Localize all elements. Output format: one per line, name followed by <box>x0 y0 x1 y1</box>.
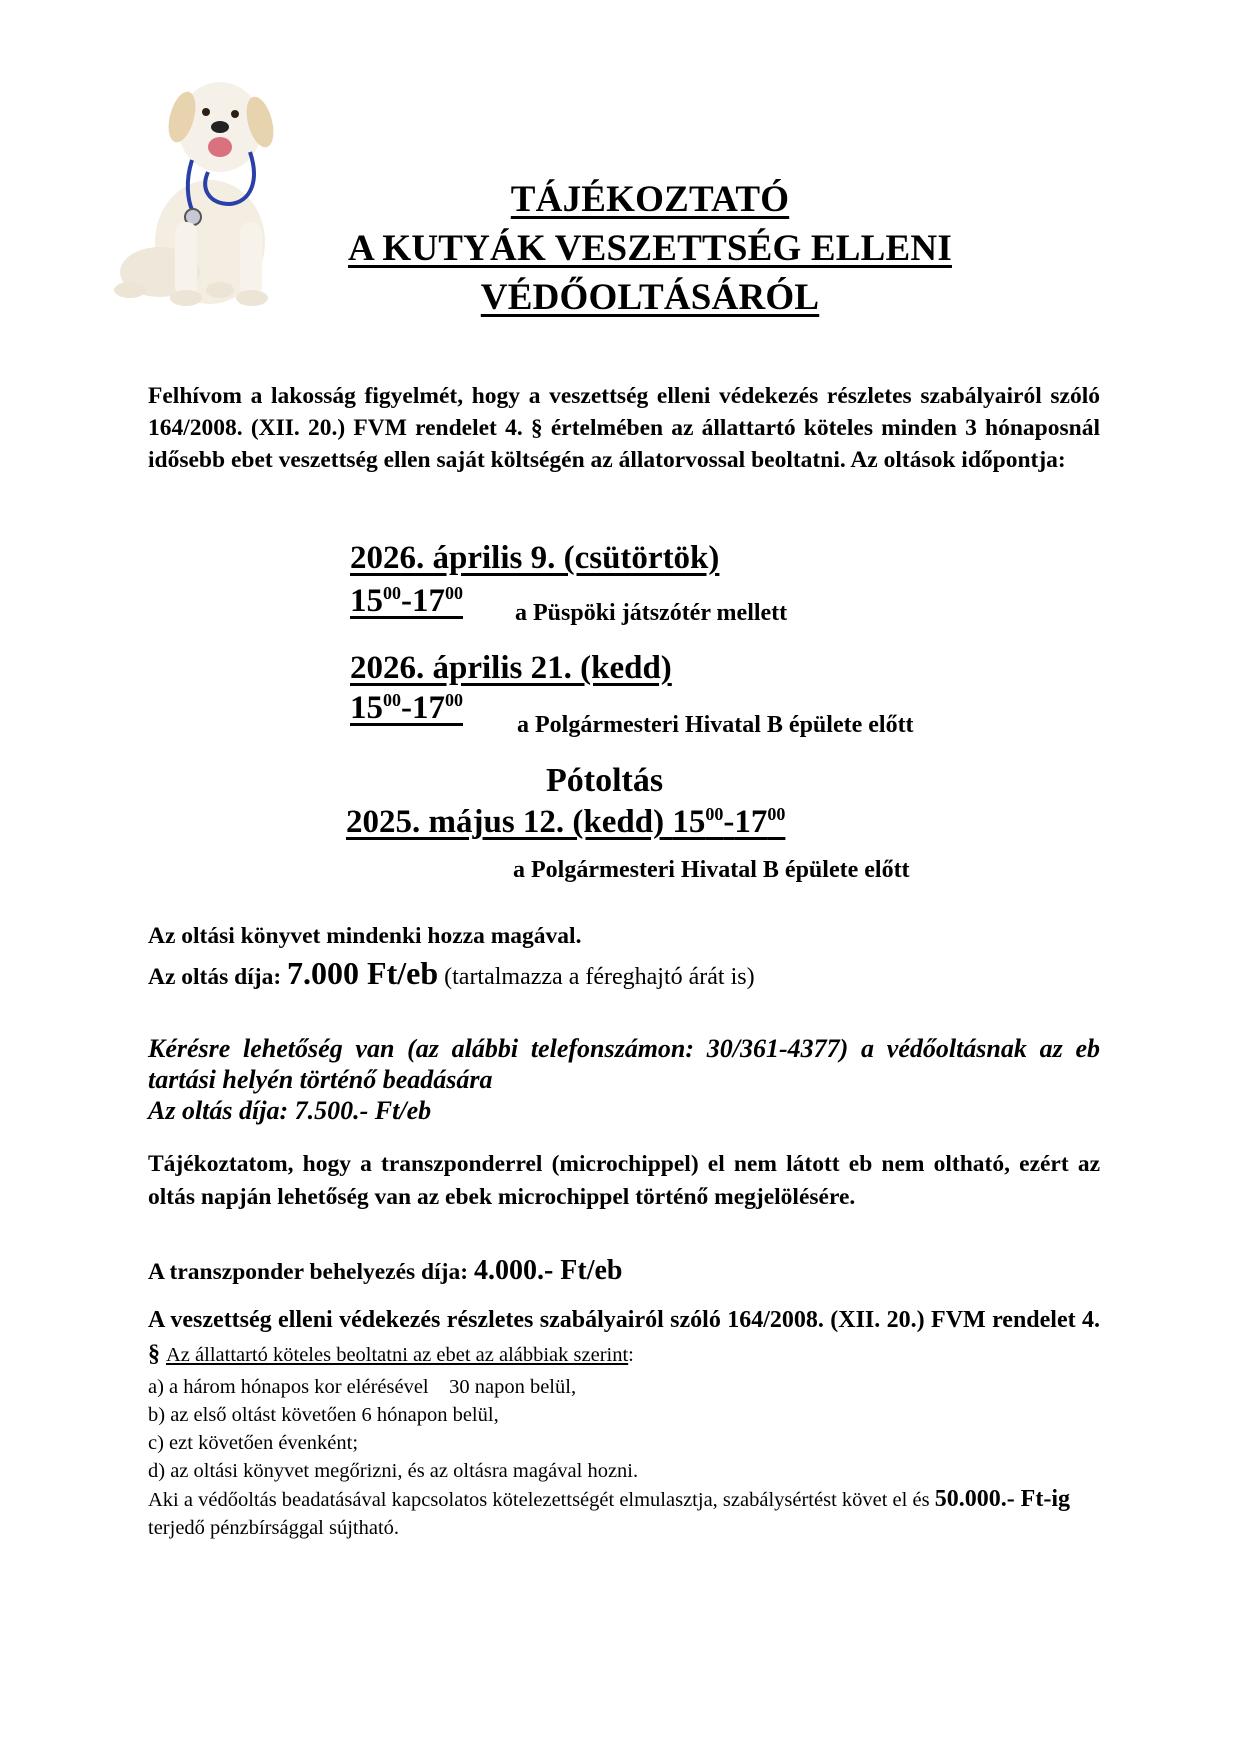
microchip-fee-label: A transzponder behelyezés díja: <box>148 1259 474 1285</box>
law-item: c) ezt követően évenként; <box>148 1432 359 1454</box>
time-separator: - <box>401 583 412 619</box>
dog-with-stethoscope-image <box>100 72 290 312</box>
microchip-fee-row <box>148 1255 622 1287</box>
schedule-location: a Püspöki játszótér mellett <box>515 600 788 626</box>
schedule-time-row-1 <box>350 583 463 620</box>
title-line-1: TÁJÉKOZTATÓ <box>510 179 790 220</box>
microchip-fee-value: 4.000.- Ft/eb <box>473 1255 623 1286</box>
schedule-time <box>350 583 463 619</box>
law-item: b) az első oltást követően 6 hónapon belül, <box>148 1404 499 1426</box>
makeup-location: a Polgármesteri Hivatal B épülete előtt <box>513 857 910 883</box>
vaccination-fee-row <box>148 955 755 992</box>
schedule-time-row-2 <box>350 690 463 727</box>
penalty-text <box>148 1485 1078 1542</box>
time-start: 15 <box>350 690 383 726</box>
title-line-2: A KUTYÁK VESZETTSÉG ELLENI <box>348 228 952 269</box>
vaccination-book-note: Az oltási könyvet mindenki hozza magával. <box>148 923 582 949</box>
time-end-minutes: 00 <box>445 583 463 603</box>
time-end: 17 <box>412 690 445 726</box>
penalty-amount: 50.000.- Ft-ig <box>934 1486 1070 1512</box>
makeup-date-row <box>346 804 785 841</box>
document-title <box>300 175 1000 322</box>
law-heading: A veszettség elleni védekezés részletes szabályairól szóló 164/2008. (XII. 20.) FVM rendelet 4. § <box>148 1307 1100 1367</box>
time-start: 15 <box>672 804 706 840</box>
time-separator: - <box>723 804 735 840</box>
time-end: 17 <box>734 804 768 840</box>
time-start-minutes: 00 <box>383 583 401 603</box>
law-colon: : <box>628 1344 634 1366</box>
intro-paragraph: Felhívom a lakosság figyelmét, hogy a veszettség elleni védekezés részletes szabályairól szóló 164/2008. (XII. 20.) FVM rendelet 4. § értelmében az állattartó köteles minden 3 hónaposnál idősebb ebet veszettség ellen saját költségén az állatorvossal beoltatni. Az oltások időpontja: <box>148 383 1100 473</box>
time-separator: - <box>401 690 412 726</box>
microchip-paragraph: Tájékoztatom, hogy a transzponderrel (microchippel) el nem látott eb nem oltható, ezért az oltás napján lehetőség van az ebek microchippel történő megjelölésére. <box>148 1151 1100 1210</box>
schedule-time <box>350 690 463 726</box>
penalty-pre: Aki a védőoltás beadatásával kapcsolatos kötelezettségét elmulasztja, szabálysértést követ el és <box>148 1489 935 1511</box>
law-obligation-intro: Az állattartó köteles beoltatni az ebet az alábbiak szerint <box>166 1344 629 1366</box>
home-service-paragraph: Kérésre lehetőség van (az alábbi telefonszámon: 30/361-4377) a védőoltásnak az eb tartási helyén történő beadására <box>148 1034 1100 1094</box>
schedule-entry-2 <box>350 650 672 687</box>
time-end-minutes: 00 <box>767 804 786 824</box>
fee-label: Az oltás díja: <box>148 964 288 990</box>
time-end-minutes: 00 <box>445 690 463 710</box>
makeup-heading: Pótoltás <box>546 762 664 799</box>
law-item: d) az oltási könyvet megőrizni, és az oltásra magával hozni. <box>148 1460 639 1482</box>
schedule-date: 2026. április 9. (csütörtök) <box>350 540 720 576</box>
home-service-fee: Az oltás díja: 7.500.- Ft/eb <box>148 1096 432 1125</box>
schedule-date: 2026. április 21. (kedd) <box>350 650 672 686</box>
time-start-minutes: 00 <box>705 804 724 824</box>
time-start-minutes: 00 <box>383 690 401 710</box>
schedule-location: a Polgármesteri Hivatal B épülete előtt <box>517 712 914 738</box>
fee-value: 7.000 Ft/eb <box>287 955 439 991</box>
penalty-post: terjedő pénzbírsággal sújtható. <box>148 1517 400 1539</box>
law-items <box>148 1373 1100 1542</box>
law-item: a) a három hónapos kor elérésével 30 napon belül, <box>148 1376 577 1398</box>
law-paragraph <box>148 1303 1100 1372</box>
makeup-date <box>346 804 785 840</box>
title-line-3: VÉDŐOLTÁSÁRÓL <box>480 277 820 318</box>
fee-note: (tartalmazza a féreghajtó árát is) <box>438 964 755 990</box>
schedule-entry-1 <box>350 540 719 577</box>
makeup-date-text: 2025. május 12. (kedd) <box>346 804 673 840</box>
time-start: 15 <box>350 583 383 619</box>
time-end: 17 <box>412 583 445 619</box>
